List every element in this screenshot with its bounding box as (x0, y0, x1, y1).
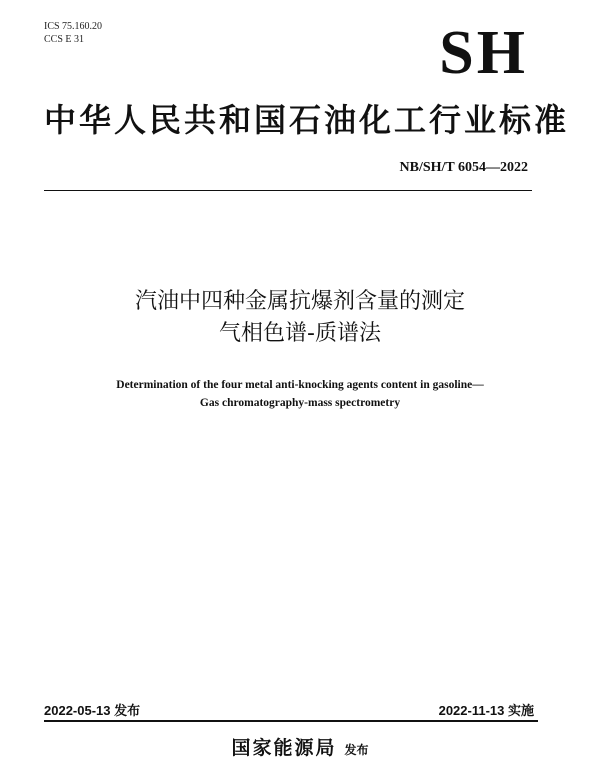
ccs-code: CCS E 31 (44, 34, 85, 45)
english-title-line-1: Determination of the four metal anti-knocking agents content in gasoline— (116, 379, 484, 391)
classification-codes (44, 20, 102, 46)
issuer-name: 国家能源局 (231, 737, 337, 759)
issuer (0, 733, 600, 760)
issuer-suffix: 发布 (344, 743, 369, 757)
chinese-title (0, 286, 600, 350)
implementation-date: 2022-11-13 实施 (438, 703, 534, 718)
standard-code: NB/SH/T 6054—2022 (399, 160, 528, 175)
chinese-title-line-1: 汽油中四种金属抗爆剂含量的测定 (134, 289, 465, 314)
header-divider (44, 190, 532, 191)
chinese-title-line-2: 气相色谱-质谱法 (219, 321, 381, 346)
issue-date: 2022-05-13 发布 (44, 703, 141, 718)
english-title-line-2: Gas chromatography-mass spectrometry (199, 397, 401, 409)
ics-code: ICS 75.160.20 (44, 21, 103, 32)
english-title (0, 376, 600, 412)
footer-divider (44, 720, 538, 722)
sh-logo: SH (439, 19, 528, 87)
standard-category-title: 中华人民共和国石油化工行业标准 (44, 101, 570, 139)
